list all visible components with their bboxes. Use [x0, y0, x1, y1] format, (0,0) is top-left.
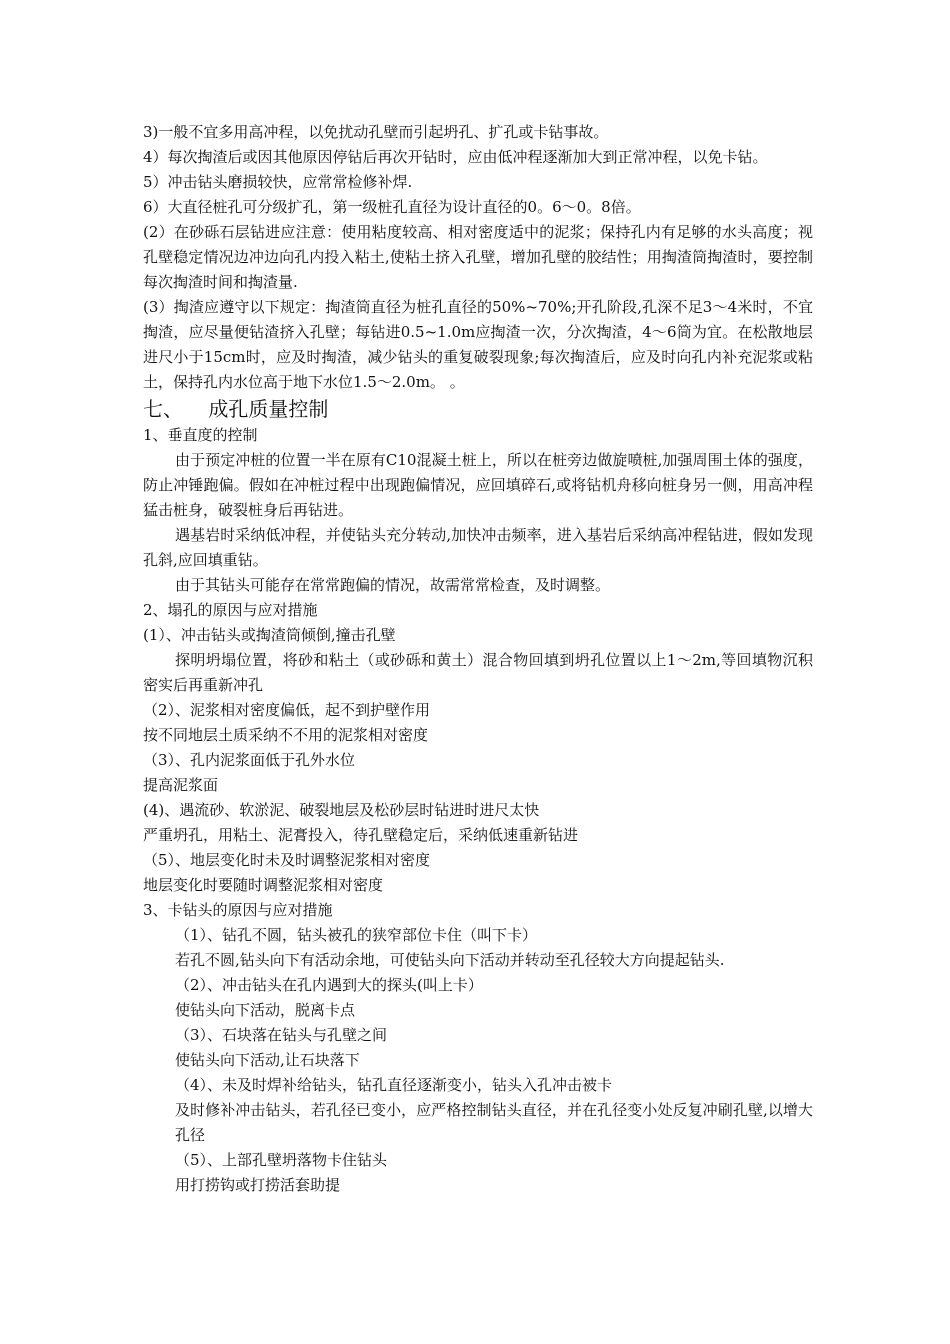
paragraph: 提高泥浆面: [143, 776, 219, 794]
paragraph: 1、垂直度的控制: [143, 426, 258, 444]
paragraph: 4）每次掏渣后或因其他原因停钻后再次开钻时，应由低冲程逐渐加大到正常冲程，以免卡钻。: [143, 148, 768, 166]
paragraph: 2、塌孔的原因与应对措施: [143, 601, 318, 619]
paragraph: 及时修补冲击钻头，若孔径已变小，应严格控制钻头直径，并在孔径变小处反复冲刷孔壁,以增大孔径: [175, 1101, 813, 1144]
paragraph: （2）、冲击钻头在孔内遇到大的探头(叫上卡）: [175, 976, 483, 994]
paragraph: 由于预定冲桩的位置一半在原有C10混凝土桩上，所以在桩旁边做旋喷桩,加强周围土体的强度，防止冲锤跑偏。假如在冲桩过程中出现跑偏情况，应回填碎石,或将钻机舟移向桩身另一侧，用高冲程猛击桩身，破裂桩身后再钻进。: [143, 451, 813, 519]
paragraph: （5）、地层变化时未及时调整泥浆相对密度: [143, 851, 431, 869]
paragraph: 遇基岩时采纳低冲程，并使钻头充分转动,加快冲击频率，进入基岩后采纳高冲程钻进，假如发现孔斜,应回填重钻。: [143, 526, 813, 569]
paragraph: （3）、石块落在钻头与孔壁之间: [175, 1026, 388, 1044]
paragraph: 用打捞钩或打捞活套助提: [175, 1176, 341, 1194]
paragraph: （4）、未及时焊补给钻头，钻孔直径逐渐变小，钻头入孔冲击被卡: [175, 1076, 613, 1094]
paragraph: 探明坍塌位置，将砂和粘土（或砂砾和黄土）混合物回填到坍孔位置以上1～2m,等回填物沉积密实后再重新冲孔: [143, 651, 813, 694]
paragraph: (1）、冲击钻头或掏渣筒倾倒,撞击孔壁: [143, 626, 396, 644]
paragraph: 3)一般不宜多用高冲程，以免扰动孔壁而引起坍孔、扩孔或卡钻事故。: [143, 123, 609, 141]
paragraph: （3）、孔内泥浆面低于孔外水位: [143, 751, 356, 769]
document-body: [143, 120, 813, 1198]
paragraph: 若孔不圆,钻头向下有活动余地，可使钻头向下活动并转动至孔径较大方向提起钻头.: [175, 951, 725, 969]
paragraph: 5）冲击钻头磨损较快，应常常检修补焊.: [143, 173, 413, 191]
paragraph: 按不同地层土质采纳不不用的泥浆相对密度: [143, 726, 429, 744]
paragraph: 由于其钻头可能存在常常跑偏的情况，故需常常检查，及时调整。: [175, 576, 611, 594]
paragraph: 严重坍孔，用粘土、泥膏投入，待孔壁稳定后，采纳低速重新钻进: [143, 826, 579, 844]
paragraph: 3、卡钻头的原因与应对措施: [143, 901, 333, 919]
paragraph: （2）、泥浆相对密度偏低，起不到护壁作用: [143, 701, 431, 719]
paragraph: 使钻头向下活动，脱离卡点: [175, 1001, 356, 1019]
paragraph: （5）、上部孔壁坍落物卡住钻头: [175, 1151, 388, 1169]
section-heading: 七、 成孔质量控制: [143, 397, 329, 421]
paragraph: 地层变化时要随时调整泥浆相对密度: [143, 876, 384, 894]
paragraph: (3）掏渣应遵守以下规定：掏渣筒直径为桩孔直径的50%~70%;开孔阶段,孔深不足3～4米时，不宜掏渣，应尽量便钻渣挤入孔壁；每钻进0.5~1.0m应掏渣一次，分次掏渣，4～6筒为宜。在松散地层进尺小于15cm时，应及时掏渣，减少钻头的重复破裂现象;每次掏渣后，应及时向孔内补充泥浆或粘土，保持孔内水位高于地下水位1.5～2.0m。 。: [143, 298, 813, 391]
paragraph: (4)、遇流砂、软淤泥、破裂地层及松砂层时钻进时进尺太快: [143, 801, 540, 819]
paragraph: 6）大直径桩孔可分级扩孔，第一级桩孔直径为设计直径的0。6～0。8倍。: [143, 198, 641, 216]
paragraph: （1）、钻孔不圆，钻头被孔的狭窄部位卡住（叫下卡）: [175, 926, 538, 944]
paragraph: 使钻头向下活动,让石块落下: [175, 1051, 360, 1069]
paragraph: (2）在砂砾石层钻进应注意：使用粘度较高、相对密度适中的泥浆；保持孔内有足够的水头高度；视孔壁稳定情况边冲边向孔内投入粘土,使粘土挤入孔壁，增加孔壁的胶结性；用掏渣筒掏渣时，要控制每次掏渣时间和掏渣量.: [143, 223, 813, 291]
